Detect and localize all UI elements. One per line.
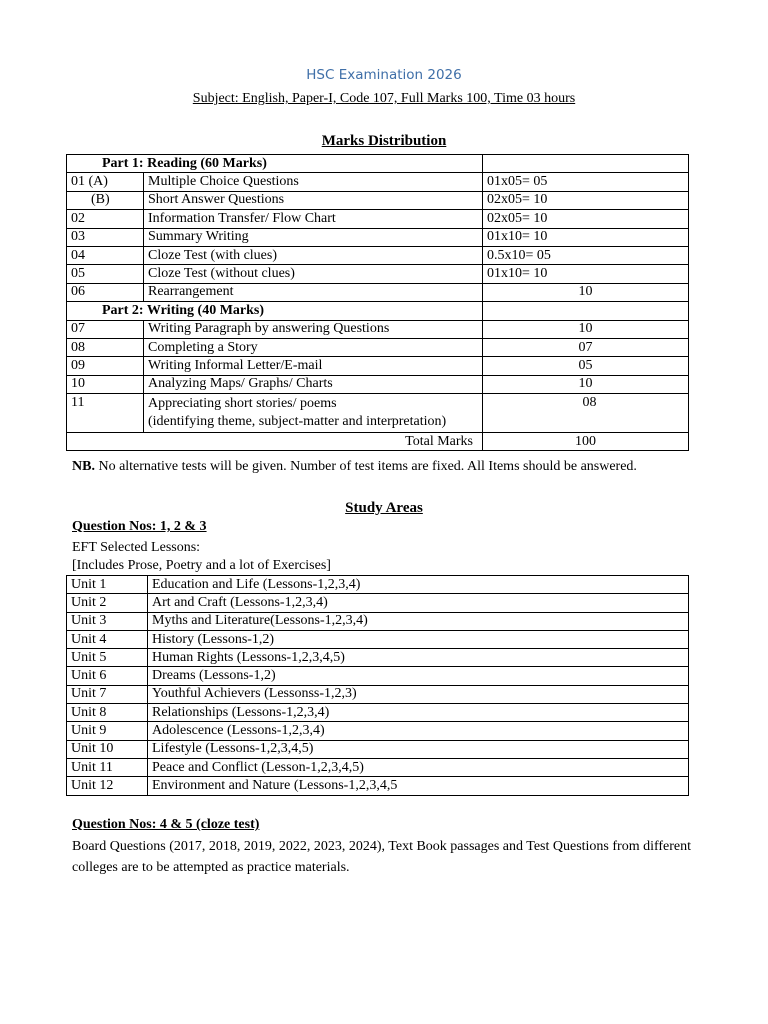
topic-cell: Adolescence (Lessons-1,2,3,4) [148, 722, 689, 740]
table-row [67, 667, 689, 685]
table-row [67, 265, 689, 283]
nb-label: NB. [72, 459, 95, 474]
table-row [67, 649, 689, 667]
row-no: 07 [67, 320, 144, 338]
row-no: 05 [67, 265, 144, 283]
row-item [144, 394, 483, 433]
q123-heading: Question Nos: 1, 2 & 3 [72, 519, 207, 534]
row-item: Summary Writing [144, 228, 483, 246]
unit-cell: Unit 1 [67, 576, 148, 594]
row-item: Information Transfer/ Flow Chart [144, 210, 483, 228]
study-areas-heading-text: Study Areas [345, 500, 423, 516]
row-item: Cloze Test (with clues) [144, 246, 483, 264]
topic-cell: Human Rights (Lessons-1,2,3,4,5) [148, 649, 689, 667]
topic-cell: History (Lessons-1,2) [148, 630, 689, 648]
unit-cell: Unit 7 [67, 685, 148, 703]
table-row [67, 375, 689, 393]
marks-distribution-heading-text: Marks Distribution [321, 133, 447, 149]
part2-label: Part 2: Writing (40 Marks) [67, 302, 483, 320]
topic-cell: Myths and Literature(Lessons-1,2,3,4) [148, 612, 689, 630]
subject-text: Subject: English, Paper-I, Code 107, Full Marks 100, Time 03 hours [192, 91, 576, 106]
table-row [67, 357, 689, 375]
topic-cell: Art and Craft (Lessons-1,2,3,4) [148, 594, 689, 612]
topic-cell: Youthful Achievers (Lessonss-1,2,3) [148, 685, 689, 703]
unit-cell: Unit 3 [67, 612, 148, 630]
row-marks: 0.5x10= 05 [483, 246, 689, 264]
table-row [67, 576, 689, 594]
row-no: 09 [67, 357, 144, 375]
units-table [66, 575, 689, 796]
row-marks: 05 [483, 357, 689, 375]
table-row [67, 594, 689, 612]
unit-cell: Unit 5 [67, 649, 148, 667]
row-no: 02 [67, 210, 144, 228]
topic-cell: Peace and Conflict (Lesson-1,2,3,4,5) [148, 758, 689, 776]
row-no: 03 [67, 228, 144, 246]
row-no: 10 [67, 375, 144, 393]
topic-cell: Dreams (Lessons-1,2) [148, 667, 689, 685]
document-title: HSC Examination 2026 [306, 67, 462, 83]
row-marks: 07 [483, 338, 689, 356]
unit-cell: Unit 10 [67, 740, 148, 758]
nb-note [72, 459, 637, 475]
eft-line: EFT Selected Lessons: [72, 540, 201, 555]
q45-text: Board Questions (2017, 2018, 2019, 2022, 2023, 2024), Text Book passages and Test Questions from different colleges are to be attempted as practice materials. [72, 839, 692, 875]
table-row [67, 394, 689, 433]
table-row [67, 612, 689, 630]
row-item-line2: (identifying theme, subject-matter and interpretation) [148, 414, 447, 430]
row-marks: 10 [483, 320, 689, 338]
row-no: 08 [67, 338, 144, 356]
table-row [67, 740, 689, 758]
row-marks: 02x05= 10 [483, 191, 689, 209]
row-item: Short Answer Questions [144, 191, 483, 209]
marks-distribution-heading [0, 133, 768, 150]
topic-cell: Lifestyle (Lessons-1,2,3,4,5) [148, 740, 689, 758]
part1-empty-cell [483, 155, 689, 173]
unit-cell: Unit 6 [67, 667, 148, 685]
unit-cell: Unit 12 [67, 777, 148, 795]
table-row [67, 320, 689, 338]
subject-line [0, 91, 768, 107]
row-item: Writing Informal Letter/E-mail [144, 357, 483, 375]
unit-cell: Unit 8 [67, 704, 148, 722]
topic-cell: Education and Life (Lessons-1,2,3,4) [148, 576, 689, 594]
unit-cell: Unit 4 [67, 630, 148, 648]
table-row [67, 630, 689, 648]
row-marks: 02x05= 10 [483, 210, 689, 228]
table-row [67, 338, 689, 356]
table-row [67, 228, 689, 246]
row-no: 06 [67, 283, 144, 301]
row-marks: 10 [483, 375, 689, 393]
marks-distribution-table [66, 154, 689, 451]
row-marks: 08 [483, 394, 689, 433]
study-areas-heading [0, 500, 768, 517]
row-item: Analyzing Maps/ Graphs/ Charts [144, 375, 483, 393]
row-marks: 01x05= 05 [483, 173, 689, 191]
includes-line: [Includes Prose, Poetry and a lot of Exercises] [72, 558, 331, 573]
table-row [67, 246, 689, 264]
row-item-line1: Appreciating short stories/ poems [148, 396, 337, 412]
table-row [67, 191, 689, 209]
nb-text: No alternative tests will be given. Number of test items are fixed. All Items should be answered. [98, 459, 637, 474]
row-item: Rearrangement [144, 283, 483, 301]
row-no: 04 [67, 246, 144, 264]
row-no: (B) [67, 191, 144, 209]
total-label: Total Marks [67, 433, 483, 451]
q45-heading: Question Nos: 4 & 5 (cloze test) [72, 817, 260, 832]
row-marks: 01x10= 10 [483, 228, 689, 246]
table-row [67, 758, 689, 776]
table-row [67, 685, 689, 703]
topic-cell: Relationships (Lessons-1,2,3,4) [148, 704, 689, 722]
row-item: Cloze Test (without clues) [144, 265, 483, 283]
row-marks: 10 [483, 283, 689, 301]
topic-cell: Environment and Nature (Lessons-1,2,3,4,5 [148, 777, 689, 795]
table-row [67, 283, 689, 301]
table-row [67, 777, 689, 795]
row-no: 11 [67, 394, 144, 433]
row-item: Multiple Choice Questions [144, 173, 483, 191]
table-row [67, 210, 689, 228]
part2-empty-cell [483, 302, 689, 320]
unit-cell: Unit 9 [67, 722, 148, 740]
part2-header-row [67, 302, 689, 320]
row-item: Writing Paragraph by answering Questions [144, 320, 483, 338]
row-marks: 01x10= 10 [483, 265, 689, 283]
total-value: 100 [483, 433, 689, 451]
table-row [67, 704, 689, 722]
row-item: Completing a Story [144, 338, 483, 356]
unit-cell: Unit 2 [67, 594, 148, 612]
table-row [67, 173, 689, 191]
total-row [67, 433, 689, 451]
part1-header-row [67, 155, 689, 173]
unit-cell: Unit 11 [67, 758, 148, 776]
part1-label: Part 1: Reading (60 Marks) [67, 155, 483, 173]
row-no: 01 (A) [67, 173, 144, 191]
table-row [67, 722, 689, 740]
